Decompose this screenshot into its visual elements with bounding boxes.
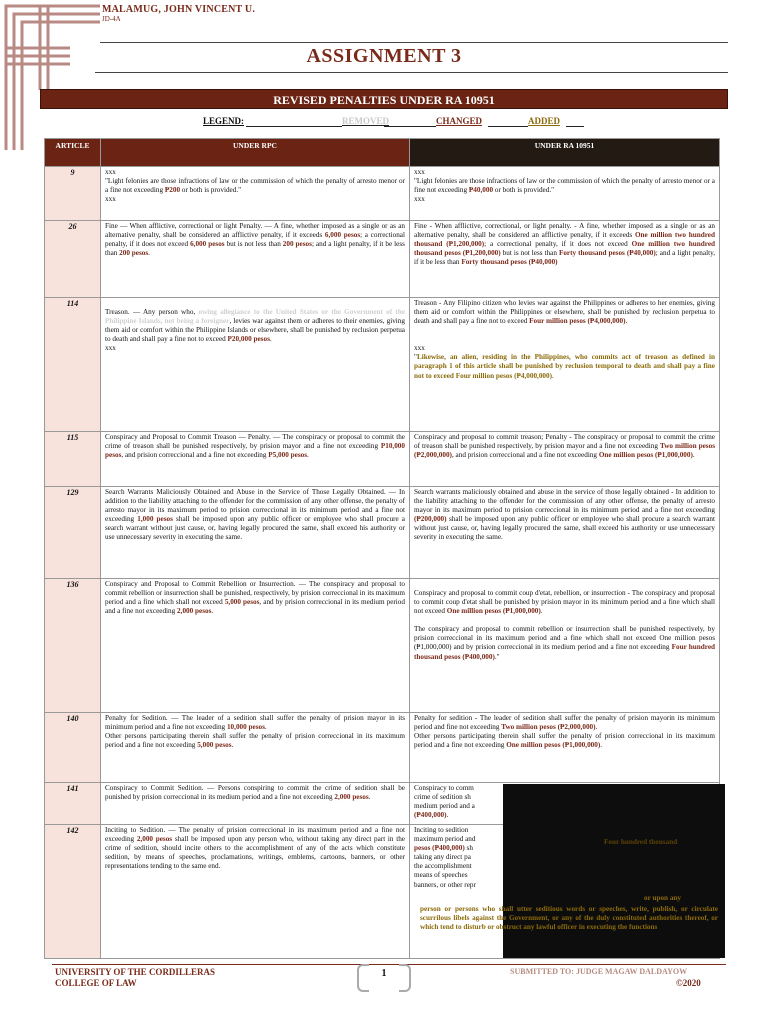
table-row: [45, 579, 720, 713]
added-text-tail: person or persons who shall utter seditious words or speeches, write, publish, or circulate scurrilous libels against the Government, or any of the duly constituted authorities thereof, or which tend to disturb or obstruct any lawful officer in executing the functions: [420, 905, 718, 932]
changed-text: One million two hundred thousand (₱1,200,000): [414, 231, 715, 249]
body-text: "Light felonies are those infractions of law or the commission of which the penalty of arresto menor or a fine not exceeding: [105, 177, 405, 195]
legend-changed: CHANGED: [436, 116, 483, 126]
changed-text: 2,000 pesos: [177, 607, 212, 616]
body-text: Treason - Any Filipino citizen who levies war against the Philippines or adheres to her enemies, giving them aid or comfort within the Philippines or elsewhere, shall be punished by reclusion perpetua to death and shall pay a fine not to exceed: [414, 299, 715, 326]
changed-text: 10,000 pesos: [226, 723, 265, 732]
body-text: , and prision correccional and a fine not exceeding: [121, 451, 269, 460]
document-title: ASSIGNMENT 3: [306, 45, 462, 67]
legend-rule: [566, 116, 584, 127]
changed-text: One million pesos (₱1,000,000): [598, 451, 693, 460]
body-text: , and by prision correccional in its medium period and a fine not exceeding: [105, 598, 405, 616]
body-text: .: [446, 811, 449, 820]
spacer: [414, 616, 715, 625]
article-number: 142: [45, 825, 101, 959]
rpc-text: [101, 221, 410, 298]
body-text: shall be imposed upon any public officer or employee who shall procure a search warrant without just cause, or, having legally procured the same, shall exceed his authority or use unnecessary severity in executing the same.: [414, 515, 715, 542]
section-banner: REVISED PENALTIES UNDER RA 10951: [40, 89, 728, 109]
spacer: [414, 326, 715, 335]
changed-text: 200 pesos: [119, 249, 149, 258]
body-text: Inciting to Sedition. — The penalty of prision correccional in its maximum period and a fine not exceeding: [105, 826, 405, 844]
changed-text: Two million pesos (₱2,000,000): [501, 723, 596, 732]
legend: [0, 116, 768, 130]
changed-text: Forty thousand pesos (₱40,000): [461, 258, 558, 267]
changed-text: One million two hundred thousand pesos (₱1,200,000): [414, 240, 716, 258]
legend-removed: REMOVED: [342, 116, 389, 126]
body-text: sh: [464, 844, 473, 853]
footer-university: UNIVERSITY OF THE CORDILLERAS: [55, 967, 215, 977]
body-text: Search warrants maliciously obtained and abuse in the service of those legally obtained - In addition to the liability attaching to the offender for the commission of any other offense, the penalty of arresto mayor in its maximum period to prision correccional in its minimum period and a fine not exceeding: [414, 488, 715, 515]
article-number: 114: [45, 298, 101, 432]
changed-text: 6,000 pesos: [190, 240, 225, 249]
body-text: .: [540, 607, 543, 616]
rpc-text: [101, 298, 410, 432]
body-text: Other persons participating therein shall suffer the penalty of prision correccional in its maximum period and a fine not exceeding: [105, 732, 405, 750]
changed-text: 5,000 pesos: [197, 741, 232, 750]
body-text: .: [264, 723, 267, 732]
article-number: 129: [45, 487, 101, 579]
page-number-box: [357, 964, 411, 988]
changed-text: One million pesos (₱1,000,000): [506, 741, 601, 750]
header-ra10951: UNDER RA 10951: [410, 139, 720, 167]
body-text: .: [595, 723, 598, 732]
body-text: shall be imposed upon any person who, without taking any direct part in the crime of sedition, should incite others to the accomplishment of any of the acts which constitute sedition, by means of speeches, proclamations, writings, emblems, cartoons, banners, or other representations tending to the same end.: [105, 835, 405, 871]
body-text: medium period and a: [414, 802, 475, 811]
body-text: Penalty for sedition - The leader of sedition shall suffer the penalty of prision mayorin its minimum period and fine not exceeding: [414, 714, 715, 732]
added-text: Likewise, an alien, residing in the Philippines, who commits act of treason as defined in paragraph 1 of this article shall be punished by reclusion temporal to death and shall pay a fine not to exceed Four million pesos (₱4,000,000): [414, 353, 715, 380]
ra10951-text: [410, 432, 720, 487]
body-text: , levies war against them or adheres to their enemies, giving them aid or comfort within the Philippine Islands or elsewhere, shall be punished by reclusion perpetua to death and shall pay a fine not to exceed: [105, 317, 405, 344]
changed-text: P5,000 pesos: [268, 451, 308, 460]
legend-rule: [246, 116, 342, 127]
body-text: banners, or other repr: [414, 880, 476, 889]
body-text: Conspiracy and proposal to commit coup d'etat, rebellion, or insurrection - The conspiracy and proposal to commit coup d'etat shall be punished by prision mayor in its minimum period and a fine which shall not exceed: [414, 589, 715, 616]
legend-label: LEGEND:: [203, 116, 245, 126]
body-text: xxx: [105, 168, 116, 176]
table-header-row: [45, 139, 720, 167]
student-section: JD-4A: [102, 15, 121, 23]
body-text: xxx: [414, 195, 425, 204]
body-text: Conspiracy and Proposal to Commit Treason — Penalty. — The conspiracy or proposal to commit the crime of treason shall be punished respectively, by prision mayor and a fine not exceeding: [105, 433, 405, 451]
body-text: .: [211, 607, 214, 616]
changed-text: (₱200,000): [414, 515, 447, 524]
changed-text: 6,000 pesos: [324, 231, 361, 240]
spacer: [414, 335, 715, 344]
body-text: Conspiracy and proposal to commit treason; Penalty - The conspiracy or proposal to commit the crime of treason shall be punished respectively, by prision mayor and a fine not exceeding: [414, 433, 715, 451]
changed-text: 1,000 pesos: [137, 515, 173, 524]
article-number: 26: [45, 221, 101, 298]
redacted-fragment: or upon any: [644, 894, 682, 902]
body-text: , and prision correccional and a fine not exceeding: [451, 451, 599, 460]
changed-text: 200 pesos: [282, 240, 312, 249]
changed-text: 2,000 pesos: [334, 793, 369, 802]
header-rpc: UNDER RPC: [101, 139, 410, 167]
body-text: xxx: [105, 344, 116, 353]
rpc-text: [101, 713, 410, 783]
body-text: Fine — When afflictive, correctional or light Penalty. — A fine, whether imposed as a single or as an alternative penalty, shall be considered an afflictive penalty, if it exceeds: [105, 222, 405, 240]
changed-text: One million pesos (₱1,000,000): [446, 607, 541, 616]
body-text: ; and a light penalty, if it be less than: [105, 240, 405, 258]
ra10951-text: [410, 713, 720, 783]
changed-text: 2,000 pesos: [136, 835, 173, 844]
table-row: [45, 167, 720, 221]
body-text: .: [307, 451, 309, 460]
spacer: [414, 580, 715, 589]
body-text: shall be imposed upon any public officer or employee who shall procure a search warrant without just cause, or, having legally procured the same, shall exceed his authority or use unnecessary severity in executing the same.: [105, 515, 405, 542]
body-text: Inciting to sedition: [414, 826, 469, 834]
rpc-text: [101, 579, 410, 713]
table-row: [45, 432, 720, 487]
changed-text: Forty thousand pesos (₱40,000): [558, 249, 656, 258]
body-text: .": [494, 652, 500, 661]
body-text: .: [269, 335, 272, 344]
removed-text: owing allegiance to the United States or the Government of the Philippine Islands, not being a foreigner: [105, 308, 405, 326]
header-rule-bottom: [95, 72, 728, 73]
rpc-text: [101, 487, 410, 579]
redacted-fragment: Four hundred thousand: [604, 838, 678, 846]
body-text: Search Warrants Maliciously Obtained and Abuse in the Service of Those Legally Obtained. — In addition to the liability attaching to the offender for the commission of any other offense, the penalty of arresto mayor in its maximum period to prision correccional in its minimum period and a fine not exceeding: [105, 488, 405, 524]
body-text: ": [414, 353, 417, 362]
body-text: Conspiracy and Proposal to Commit Rebellion or Insurrection. — The conspiracy and proposal to commit rebellion or insurrection shall be punished, respectively, by prision correccional in its maximum period and a fine which shall not exceed: [105, 580, 405, 607]
body-text: maximum period and: [414, 835, 476, 844]
right-bracket-icon: [399, 964, 411, 992]
ra10951-text: [410, 221, 720, 298]
legend-rule: [488, 116, 528, 127]
body-text: .: [625, 317, 628, 326]
body-text: "Light felonies are those infractions of law or the commission of which the penalty of arresto menor or a fine not exceeding: [414, 177, 715, 195]
table-row: [45, 221, 720, 298]
article-number: 140: [45, 713, 101, 783]
body-text: but is not less than: [224, 240, 283, 249]
body-text: ; a correctional penalty, if it does not exceed: [105, 231, 405, 249]
footer-copyright: ©2020: [676, 978, 701, 988]
header-article: ARTICLE: [45, 139, 101, 167]
body-text: .: [368, 793, 371, 802]
body-text: or both is provided.": [180, 186, 242, 195]
body-text: .: [552, 371, 554, 380]
header-rule-top: [100, 42, 728, 43]
changed-text: Four hundred thousand pesos (₱400,000): [414, 643, 716, 661]
changed-text: 5,000 pesos: [224, 598, 260, 607]
body-text: Fine - When afflictive, correctional, or light penalty. - A fine, whether imposed as a single or as an alternative penalty, shall be considered an afflictive penalty, if it exceeds: [414, 222, 715, 240]
table-row: [45, 487, 720, 579]
legend-rule: [384, 116, 436, 127]
article-number: 136: [45, 579, 101, 713]
rpc-text: [101, 825, 410, 959]
article-number: 9: [45, 167, 101, 221]
body-text: xxx: [105, 195, 116, 204]
body-text: .: [600, 741, 603, 750]
body-text: Conspiracy to Commit Sedition. — Persons conspiring to commit the crime of sedition shall be punished by prision correccional in its medium period and a fine not exceeding: [105, 784, 405, 802]
rpc-text: [101, 432, 410, 487]
page-number: 1: [381, 968, 387, 979]
changed-text: P10,000 pesos: [105, 442, 405, 460]
ra10951-text: [410, 167, 720, 221]
changed-text: Four million pesos (₱4,000,000): [529, 317, 626, 326]
body-text: means of speeches: [414, 871, 468, 880]
body-text: taking any direct pa: [414, 853, 471, 862]
body-text: but is not less than: [500, 249, 559, 258]
student-name: MALAMUG, JOHN VINCENT U.: [102, 4, 256, 15]
body-text: ; a correctional penalty, if it does not exceed: [484, 240, 632, 249]
body-text: Conspiracy to comm: [414, 784, 474, 792]
body-text: .: [148, 249, 150, 258]
body-text: ; and a light penalty, if it be less than: [414, 249, 715, 267]
table-row: [45, 713, 720, 783]
ra10951-text: [410, 579, 720, 713]
rpc-text: [101, 783, 410, 825]
footer-college: COLLEGE OF LAW: [55, 978, 137, 988]
article-number: 141: [45, 783, 101, 825]
changed-text: Two million pesos (₱2,000,000): [414, 442, 715, 460]
body-text: Other persons participating therein shall suffer the penalty of prision correccional in its maximum period and a fine not exceeding: [414, 732, 715, 750]
body-text: .: [231, 741, 234, 750]
body-text: Treason. — Any person who,: [105, 308, 199, 316]
body-text: the accomplishment: [414, 862, 472, 871]
changed-text: (₱400,000): [414, 811, 447, 820]
footer-submitted-to: SUBMITTED TO: JUDGE MAGAW DALDAYOW: [510, 967, 688, 976]
body-text: xxx: [414, 168, 425, 176]
body-text: Penalty for Sedition. — The leader of a sedition shall suffer the penalty of prision mayor in its minimum period and a fine not exceeding: [105, 714, 405, 732]
changed-text: P20,000 pesos: [227, 335, 270, 344]
body-text: xxx: [414, 344, 425, 353]
article-number: 115: [45, 432, 101, 487]
changed-text: ₱40,000: [468, 186, 494, 195]
table-row: [45, 298, 720, 432]
body-text: crime of sedition sh: [414, 793, 471, 802]
ra10951-text: [410, 298, 720, 432]
body-text: or both is provided.": [493, 186, 555, 195]
changed-text: ₱200: [164, 186, 181, 195]
changed-text: pesos (₱400,000): [414, 844, 465, 853]
spacer: [105, 299, 405, 308]
ra10951-text: [410, 487, 720, 579]
rpc-text: [101, 167, 410, 221]
legend-added: ADDED: [528, 116, 561, 126]
body-text: .: [692, 451, 695, 460]
body-text: The conspiracy and proposal to commit rebellion or insurrection shall be punished respectively, by prision correccional in its maximum period and a fine which shall not exceed One million pesos (₱1,000,000) and by prision correccional in its medium period and a fine not exceeding: [414, 625, 715, 652]
